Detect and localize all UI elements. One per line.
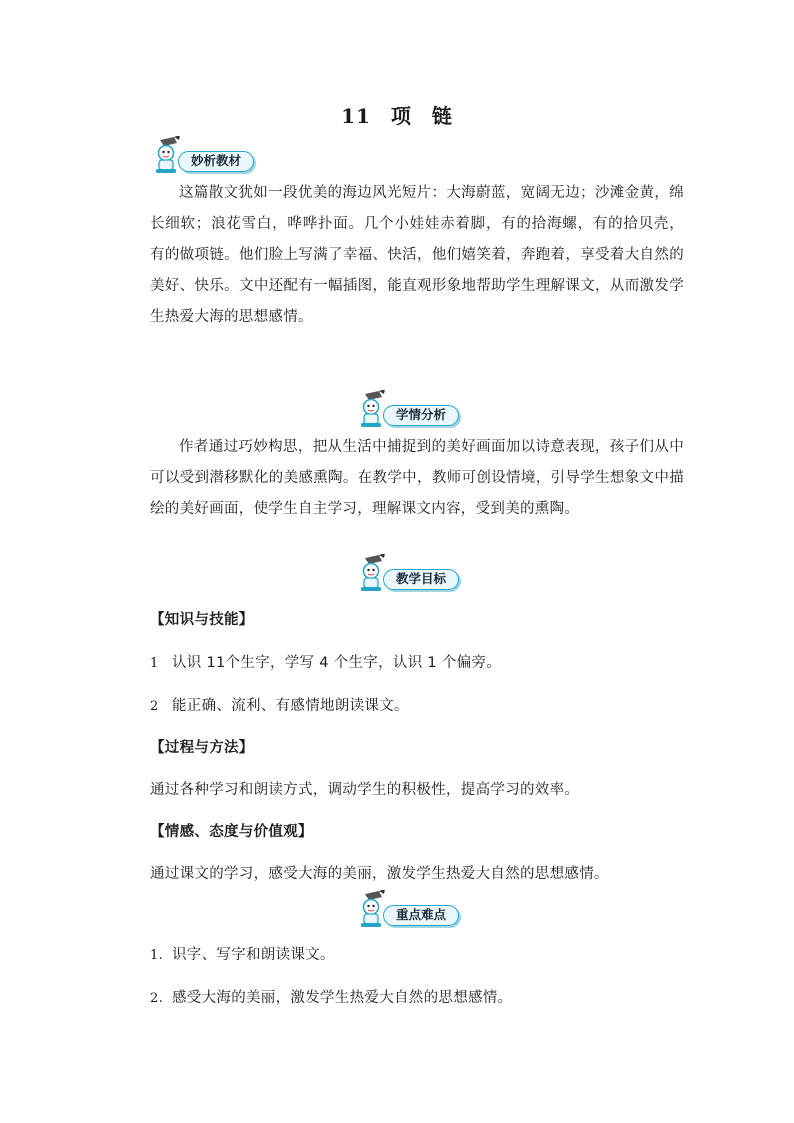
goals-emotion-text: 通过课文的学习，感受大海的美丽，激发学生热爱大自然的思想感情。 bbox=[150, 866, 609, 882]
goals-item-2-number: 2 bbox=[150, 699, 159, 714]
keypoint-1-number: 1. bbox=[150, 948, 164, 963]
lesson-title-char-2: 链 bbox=[431, 104, 453, 128]
goals-heading-process: 【过程与方法】 bbox=[150, 740, 254, 756]
goals-heading-emotion: 【情感、态度与价值观】 bbox=[150, 824, 313, 840]
lesson-number: 11 bbox=[341, 104, 371, 128]
goals-item-1-text: 认识 11个生字，学写 4 个生字，认识 1 个偏旁。 bbox=[172, 655, 502, 671]
keypoint-1-text: 识字、写字和朗读课文。 bbox=[172, 947, 335, 963]
lesson-title bbox=[0, 100, 794, 129]
section-label-keypoints: 重点难点 bbox=[383, 905, 459, 926]
keypoint-2-number: 2. bbox=[150, 991, 164, 1006]
mascot-icon bbox=[357, 390, 387, 428]
goals-process-text: 通过各种学习和朗读方式，调动学生的积极性，提高学习的效率。 bbox=[150, 782, 580, 798]
section-label-situation: 学情分析 bbox=[383, 405, 459, 426]
keypoint-2 bbox=[150, 986, 512, 1007]
goals-item-1-number: 1 bbox=[150, 656, 159, 671]
mascot-icon bbox=[357, 554, 387, 592]
goals-item-2 bbox=[150, 694, 409, 715]
mascot-icon bbox=[357, 890, 387, 928]
goals-item-2-text: 能正确、流利、有感情地朗读课文。 bbox=[172, 698, 409, 714]
lesson-title-char-1: 项 bbox=[390, 104, 412, 128]
section-label-goals: 教学目标 bbox=[383, 569, 459, 590]
section-label-analysis: 妙析教材 bbox=[178, 151, 254, 172]
goals-item-1 bbox=[150, 651, 501, 672]
paragraph-analysis: 这篇散文犹如一段优美的海边风光短片：大海蔚蓝，宽阔无边；沙滩金黄，绵长细软；浪花雪白，哗哗扑面。几个小娃娃赤着脚，有的拾海螺，有的拾贝壳， 有的做项链。他们脸上写满了幸福、快活，他们嬉笑着，奔跑着，享受着大自然的美好、快乐。文中还配有一幅插图，能直观形象地帮助学生理解课文，从而激发学生热爱大海的思想感情。 bbox=[150, 185, 684, 325]
goals-heading-knowledge: 【知识与技能】 bbox=[150, 612, 254, 628]
keypoint-1 bbox=[150, 943, 335, 964]
keypoint-2-text: 感受大海的美丽，激发学生热爱大自然的思想感情。 bbox=[172, 990, 513, 1006]
paragraph-situation: 作者通过巧妙构思，把从生活中捕捉到的美好画面加以诗意表现，孩子们从中可以受到潜移默化的美感熏陶。在教学中，教师可创设情境，引导学生想象文中描绘的美好画面，使学生自主学习，理解课文内容，受到美的熏陶。 bbox=[150, 439, 684, 517]
mascot-icon bbox=[152, 136, 182, 174]
